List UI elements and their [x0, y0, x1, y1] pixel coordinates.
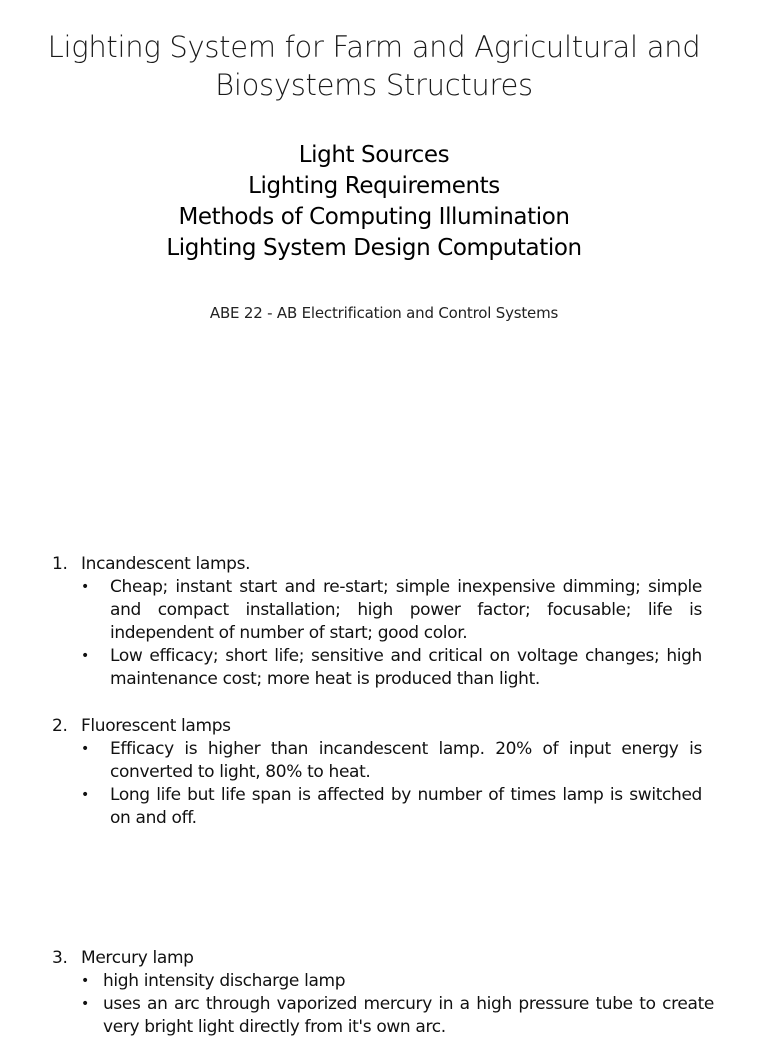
list-item	[52, 645, 702, 691]
section-title: Fluorescent lamps	[81, 716, 231, 736]
bullet-icon: •	[81, 787, 89, 803]
section-number: 1.	[52, 554, 68, 574]
bullet-text: uses an arc through vaporized mercury in a high pressure tube to create very bright light directly from it's own arc.	[103, 994, 714, 1037]
section-heading	[52, 715, 702, 738]
topic-computing-illumination: Methods of Computing Illumination	[178, 204, 570, 230]
list-item	[52, 970, 714, 993]
section-mercury	[52, 947, 714, 1039]
bullet-icon: •	[81, 579, 89, 595]
bullet-text: Efficacy is higher than incandescent lamp. 20% of input energy is converted to light, 80% to heat.	[110, 739, 702, 782]
bullet-icon: •	[81, 996, 89, 1012]
bullet-icon: •	[81, 648, 89, 664]
section-number: 2.	[52, 716, 68, 736]
section-title: Incandescent lamps.	[81, 554, 251, 574]
document-title	[0, 28, 748, 104]
title-line-1: Lighting System for Farm and Agricultural and	[47, 30, 701, 64]
topic-light-sources: Light Sources	[298, 142, 450, 168]
topic-design-computation: Lighting System Design Computation	[166, 235, 582, 261]
course-subtitle: ABE 22 - AB Electrification and Control Systems	[209, 304, 559, 322]
bullet-icon: •	[81, 973, 89, 989]
title-line-2: Biosystems Structures	[215, 68, 533, 102]
section-fluorescent	[52, 715, 702, 830]
section-number: 3.	[52, 948, 68, 968]
bullet-icon: •	[81, 741, 89, 757]
bullet-list	[52, 970, 714, 1039]
bullet-text: Long life but life span is affected by number of times lamp is switched on and off.	[110, 785, 702, 828]
topic-list	[0, 140, 748, 264]
section-heading	[52, 947, 714, 970]
bullet-text: high intensity discharge lamp	[103, 971, 346, 991]
bullet-text: Cheap; instant start and re-start; simple inexpensive dimming; simple and compact installation; high power factor; focusable; life is independent of number of start; good color.	[110, 577, 702, 643]
bullet-list	[52, 738, 702, 830]
list-item	[52, 993, 714, 1039]
topic-lighting-requirements: Lighting Requirements	[248, 173, 500, 199]
list-item	[52, 738, 702, 784]
section-title: Mercury lamp	[81, 948, 194, 968]
bullet-list	[52, 576, 702, 691]
section-incandescent	[52, 553, 702, 691]
list-item	[52, 784, 702, 830]
list-item	[52, 576, 702, 645]
bullet-text: Low efficacy; short life; sensitive and critical on voltage changes; high maintenance cost; more heat is produced than light.	[110, 646, 702, 689]
section-heading	[52, 553, 702, 576]
